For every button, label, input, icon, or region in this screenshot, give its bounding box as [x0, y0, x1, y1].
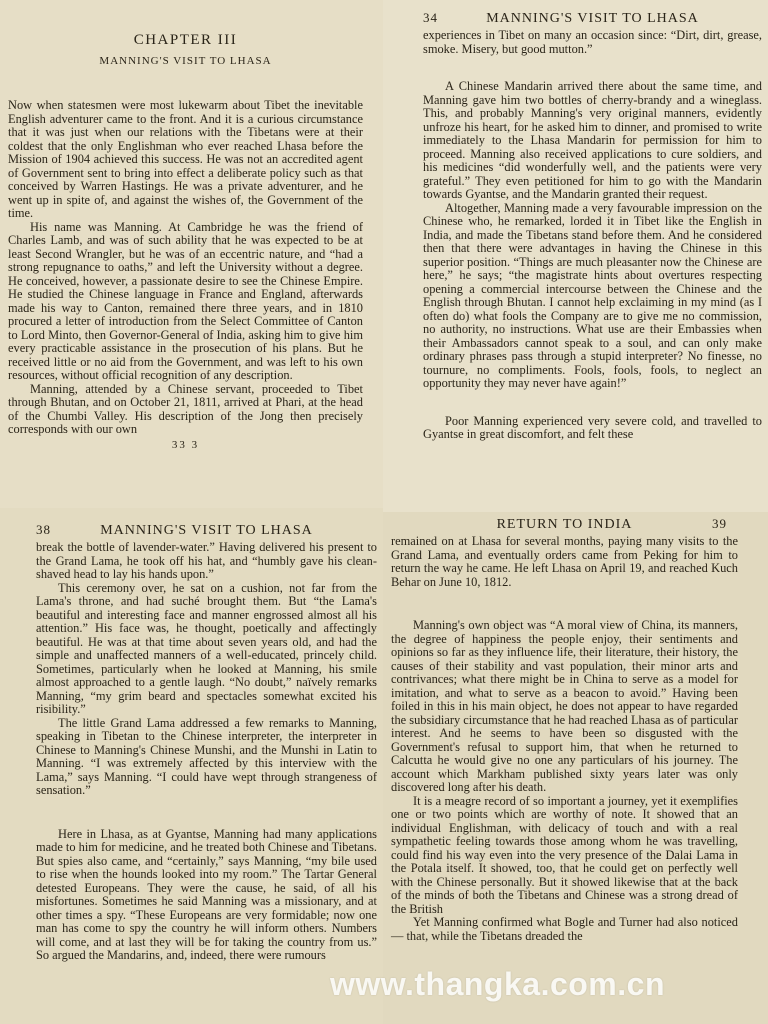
paragraph: His name was Manning. At Cambridge he was the friend of Charles Lamb, and was of such ability that he was expected to be at least Second Wrangler, but he was of an eccentric nature, and “had a strong repugnance to oaths,” and left the University without a degree. He conceived, however, a passionate desire to see the Chinese Empire. He studied the Chinese language in France and England, afterwards made his way to Canton, remained there three years, and in 1810 procured a letter of introduction from the Select Committee of Canton to Lord Minto, then Governor-General of India, asking him to give him every practicable assistance in the prosecution of his plans. But he received little or no aid from the Government, and was left to his own resources, without official recognition of any description.: [8, 219, 363, 382]
page-34: [383, 0, 768, 512]
chapter-number: CHAPTER III: [133, 32, 238, 48]
paragraph: Now when statesmen were most lukewarm about Tibet the inevitable English adventurer came to the front. And it is a curious circumstance that it was just when our relations with the Tibetans were at their coldest that the only Englishman who ever reached Lhasa before the Mission of 1904 achieved this success. He was not an accredited agent of Government sent to bring into effect a deliberate policy such as that conceived by Warren Hastings. He was a private adventurer, and he went up in spite of, and against the wishes of, the Government of the time.: [8, 98, 363, 220]
paragraph: Manning, attended by a Chinese servant, proceeded to Tibet through Bhutan, and on October 21, 1811, arrived at Phari, at the head of the Chumbi Valley. His description of the Jong then precisely corresponds with our own: [8, 381, 363, 436]
paragraph: This ceremony over, he sat on a cushion, not far from the Lama's throne, and had suché brought them. But “the Lama's beautiful and interesting face and manner engrossed almost all his attention.” His face was, he thought, poetically and affectingly beautiful. He was at that time about seven years old, and had the simple and unaffected manners of a well-educated, princely child. Sometimes, particularly when he looked at Manning, his smile almost approached to a gentle laugh. “No doubt,” naïvely remarks Manning, “my grim beard and spectacles somewhat excited his risibility.”: [36, 580, 377, 716]
running-head: [391, 516, 738, 533]
page-folio: 33 3: [171, 438, 200, 451]
paragraph: Poor Manning experienced very severe cold, and travelled to Gyantse in great discomfort, and felt these: [423, 413, 762, 441]
running-head-title: MANNING'S VISIT TO LHASA: [486, 11, 699, 26]
watermark-text: www.thangka.com.cn: [330, 966, 665, 1002]
running-head: [36, 522, 377, 539]
paragraph: The little Grand Lama addressed a few remarks to Manning, speaking in Tibetan to the Chinese interpreter, the interpreter in Chinese to Manning's Chinese Munshi, and the Munshi in Latin to Manning. “I was extremely affected by this interview with the Lama,” says Manning. “I could have wept through strangeness of sensation.”: [36, 715, 377, 797]
paragraph: Yet Manning confirmed what Bogle and Turner had also noticed — that, while the Tibetans dreaded the: [391, 915, 738, 943]
page-38: [0, 508, 383, 1024]
running-head-title: MANNING'S VISIT TO LHASA: [100, 523, 313, 538]
paragraph: It is a meagre record of so important a journey, yet it exemplifies one or two points which are worthy of note. It showed that an individual Englishman, with delicacy of touch and with a real sympathetic feeling towards those among whom he was travelling, could find his way even into the very presence of the Dalai Lama in the Potala itself. It showed, too, that he could get on perfectly well with the Chinese personally. But it showed likewise that at the back of the minds of both the Tibetans and Chinese was a strong dread of the British: [391, 793, 738, 916]
paragraph: experiences in Tibet on many an occasion since: “Dirt, dirt, grease, smoke. Misery, but good mutton.”: [423, 28, 762, 56]
page-number: 38: [36, 522, 51, 537]
chapter-title: MANNING'S VISIT TO LHASA: [99, 55, 272, 67]
page-number: 39: [712, 516, 727, 531]
running-head-title: RETURN TO INDIA: [496, 517, 633, 532]
page-39: [383, 512, 768, 1024]
paragraph: Here in Lhasa, as at Gyantse, Manning had many applications made to him for medicine, and he treated both Chinese and Tibetans. But spies also came, and “certainly,” says Manning, “my bile used to rise when the hounds looked into my room.” The Tartar General detested Europeans. They were the cause, he said, of all his misfortunes. Sometimes he said Manning was a missionary, and at other times a spy. “These Europeans are very formidable; now one man has come to spy the country he will inform others. Numbers will come, and at last they will be for taking the country from us.” So argued the Mandarins, and, indeed, there were rumours: [36, 826, 378, 962]
paragraph: break the bottle of lavender-water.” Having delivered his present to the Grand Lama, he took off his hat, and “humbly gave his clean-shaved head to lay his hands upon.”: [36, 540, 377, 581]
paragraph: A Chinese Mandarin arrived there about the same time, and Manning gave him two bottles of cherry-brandy and a wineglass. This, and probably Manning's very original manners, evidently unfroze his heart, for he asked him to dinner, and promised to write immediately to the Lhasa Mandarin for permission for him to proceed. Manning also received applications to cure soldiers, and his medicines “did wonderfully well, and the patients were very grateful.” They even petitioned for him to go with the Mandarin towards Gyantse, and the Mandarin granted their request.: [423, 79, 762, 201]
paragraph: remained on at Lhasa for several months, paying many visits to the Grand Lama, and eventually orders came from Peking for him to return the way he came. He left Lhasa on April 19, and reached Kuch Behar on June 10, 1812.: [391, 534, 738, 589]
page-number: 34: [423, 10, 438, 25]
paragraph: Manning's own object was “A moral view of China, its manners, the degree of happiness the people enjoy, their sentiments and opinions so far as they influence life, their literature, their history, the causes of their stability and vast population, their minor arts and contrivances; what there might be in China to serve as a model for imitation, and what to serve as a beacon to avoid.” Having been foiled in this in his main object, he does not appear to have regarded the subsidiary circumstance that he had reached Lhasa as of particular interest. And he seems to have been so disgusted with the Government's refusal to support him, that when he returned to Calcutta he would give no one any particulars of his journey. The account which Markham published sixty years later was only discovered long after his death.: [391, 618, 738, 794]
running-head: [423, 10, 762, 27]
paragraph: Altogether, Manning made a very favourable impression on the Chinese who, he remarked, lorded it in Tibet like the English in India, and made the Tibetans stand before them. And he considered then that there were advantages in having the Chinese in this superior position. “Things are much pleasanter now the Chinese are here,” he says; “the magistrate hints about overtures respecting opening a commercial intercourse between the Chinese and the English through Bhutan. I cannot help exclaiming in my mind (as I often do) what fools the Company are to give me no commission, no authority, no instructions. What use are their Embassies when their Ambassadors cannot speak to a soul, and can only make ordinary phrases pass through a stupid interpreter? No finesse, no tournure, no compliments. Fools, fools, fools, to neglect an opportunity they may never have again!”: [423, 200, 762, 390]
page-33: [0, 0, 383, 508]
